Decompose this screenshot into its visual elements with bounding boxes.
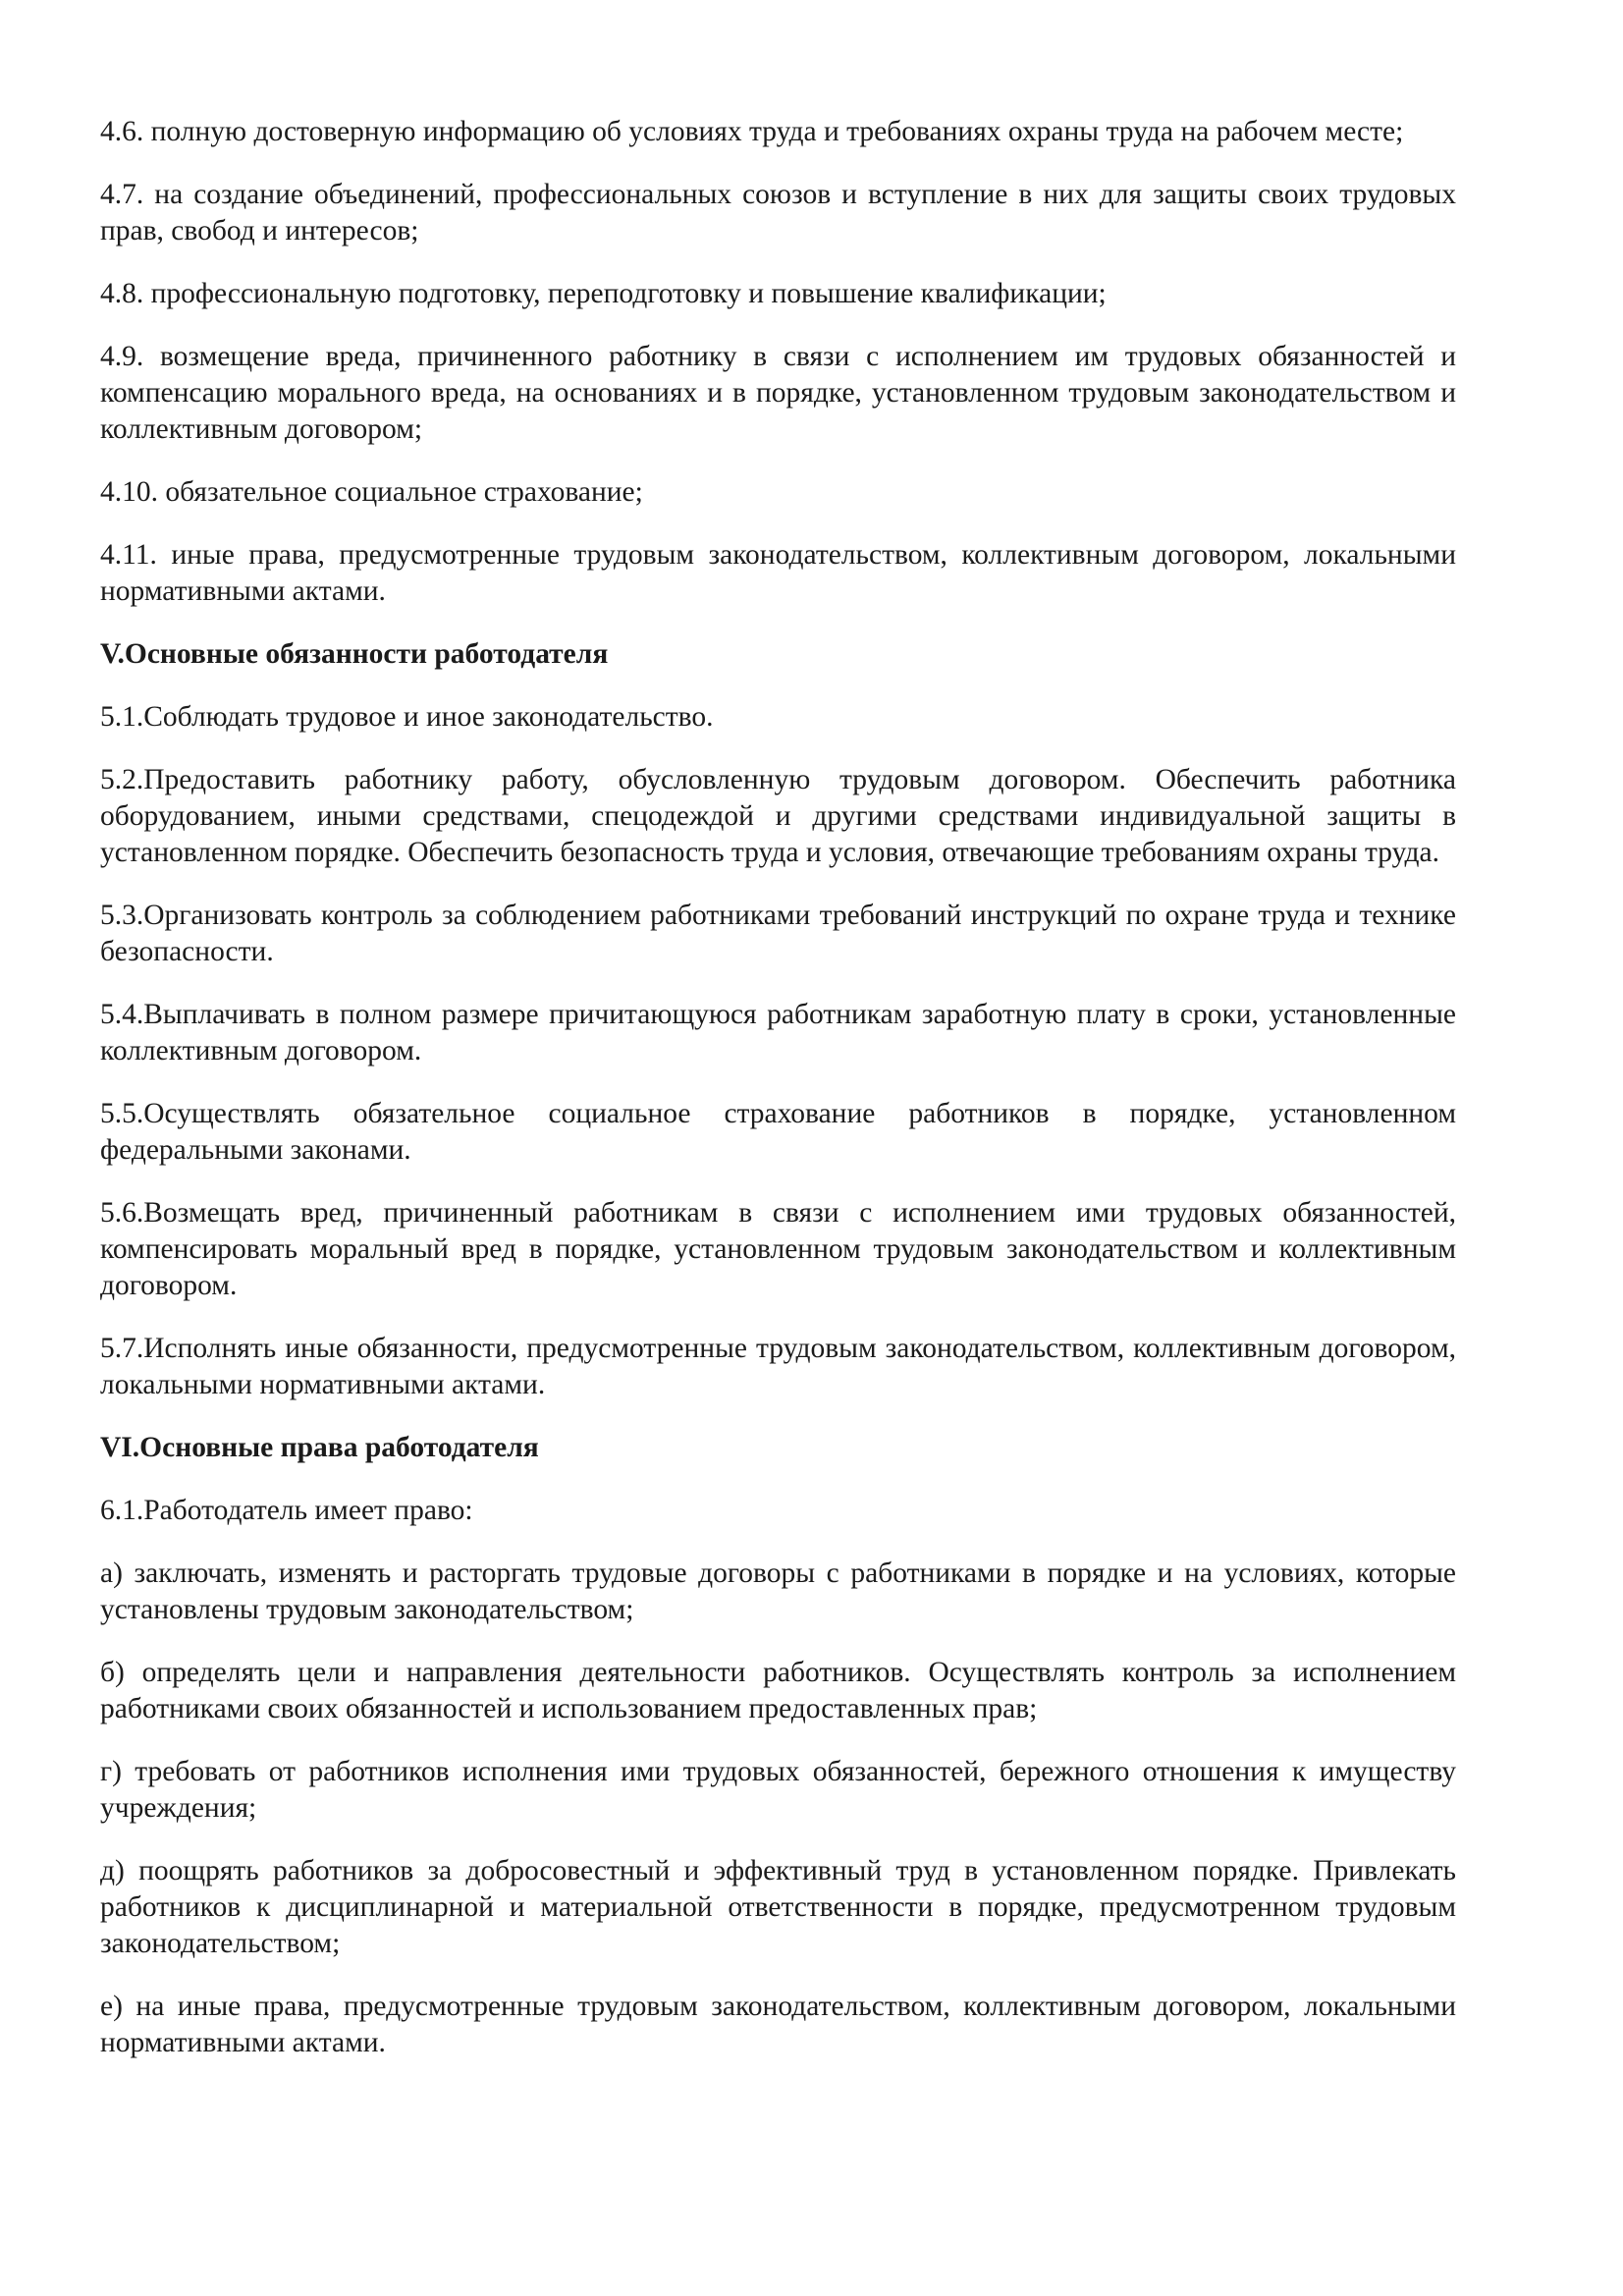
paragraph-4-11: 4.11. иные права, предусмотренные трудовым законодательством, коллективным договором, локальными нормативными актами. [100, 539, 1456, 607]
paragraph-5-6: 5.6.Возмещать вред, причиненный работникам в связи с исполнением ими трудовых обязанностей, компенсировать моральный вред в порядке, установленном трудовым законодательством и коллективным договором. [100, 1197, 1456, 1301]
paragraph-6-1: 6.1.Работодатель имеет право: [100, 1495, 473, 1526]
paragraph-6-1-a: а) заключать, изменять и расторгать трудовые договоры с работниками в порядке и на условиях, которые установлены трудовым законодательством; [100, 1558, 1456, 1625]
paragraph-4-9: 4.9. возмещение вреда, причиненного работнику в связи с исполнением им трудовых обязанностей и компенсацию морального вреда, на основаниях и в порядке, установленном трудовым законодательством и коллективным договором; [100, 341, 1456, 445]
paragraph-4-7: 4.7. на создание объединений, профессиональных союзов и вступление в них для защиты своих трудовых прав, свобод и интересов; [100, 179, 1456, 246]
paragraph-6-1-d: д) поощрять работников за добросовестный и эффективный труд в установленном порядке. Привлекать работников к дисциплинарной и материальной ответственности в порядке, предусмотренном трудовым законодательством; [100, 1855, 1456, 1959]
paragraph-4-10: 4.10. обязательное социальное страхование; [100, 476, 643, 508]
section-heading-vi: VI.Основные права работодателя [100, 1432, 539, 1463]
paragraph-6-1-g: г) требовать от работников исполнения ими трудовых обязанностей, бережного отношения к имуществу учреждения; [100, 1756, 1456, 1824]
paragraph-5-7: 5.7.Исполнять иные обязанности, предусмотренные трудовым законодательством, коллективным договором, локальными нормативными актами. [100, 1333, 1456, 1400]
section-heading-v: V.Основные обязанности работодателя [100, 638, 609, 670]
paragraph-4-8: 4.8. профессиональную подготовку, переподготовку и повышение квалификации; [100, 278, 1107, 309]
paragraph-5-1: 5.1.Соблюдать трудовое и иное законодательство. [100, 701, 714, 733]
paragraph-5-3: 5.3.Организовать контроль за соблюдением работниками требований инструкций по охране труда и технике безопасности. [100, 900, 1456, 967]
paragraph-5-2: 5.2.Предоставить работнику работу, обусловленную трудовым договором. Обеспечить работника оборудованием, иными средствами, спецодеждой и другими средствами индивидуальной защиты в установленном порядке. Обеспечить безопасность труда и условия, отвечающие требованиям охраны труда. [100, 764, 1456, 868]
paragraph-6-1-e: е) на иные права, предусмотренные трудовым законодательством, коллективным договором, локальными нормативными актами. [100, 1991, 1456, 2058]
paragraph-5-5: 5.5.Осуществлять обязательное социальное страхование работников в порядке, установленном федеральными законами. [100, 1098, 1456, 1166]
paragraph-6-1-b: б) определять цели и направления деятельности работников. Осуществлять контроль за исполнением работниками своих обязанностей и использованием предоставленных прав; [100, 1657, 1456, 1724]
paragraph-4-6: 4.6. полную достоверную информацию об условиях труда и требованиях охраны труда на рабочем месте; [100, 116, 1404, 147]
paragraph-5-4: 5.4.Выплачивать в полном размере причитающуюся работникам заработную плату в сроки, установленные коллективным договором. [100, 999, 1456, 1066]
